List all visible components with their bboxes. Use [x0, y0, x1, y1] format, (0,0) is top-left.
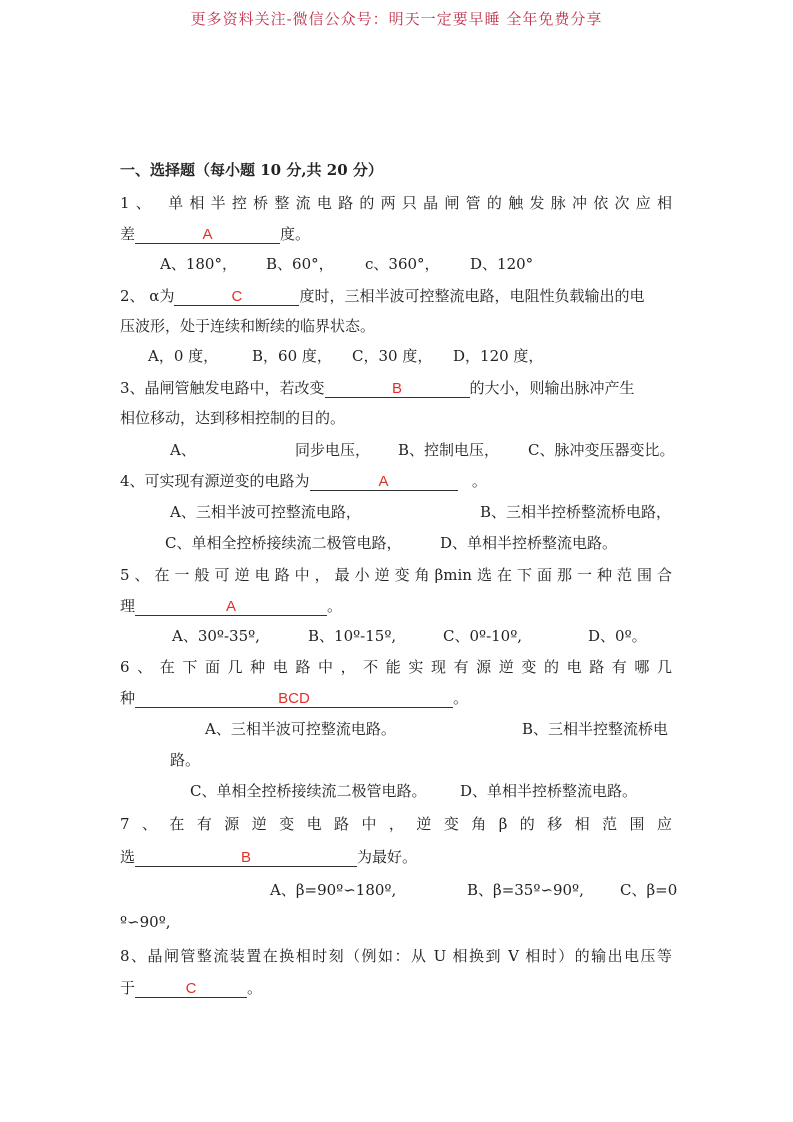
q7-option-b: B、β=35º∽90º, [467, 881, 584, 899]
q6-option-b-cont: 路。 [170, 751, 201, 769]
q6-option-a: A、三相半波可控整流电路。 [205, 720, 396, 738]
q1-option-d: D、120° [470, 255, 534, 273]
q2-line1: 2、 α为 C 度时，三相半波可控整流电路，电阻性负载输出的电 [120, 287, 645, 305]
q1-line2: 差 A 度。 [120, 225, 311, 243]
q4-option-c: C、单相全控桥接续流二极管电路， [165, 534, 402, 552]
q2-option-a: A，0 度， [148, 347, 219, 365]
q2-line2: 压波形，处于连续和断续的临界状态。 [120, 317, 376, 335]
section-title: 一、选择题（每小题 10 分,共 20 分） [120, 161, 383, 179]
q3-option-b: B、控制电压， [398, 441, 500, 459]
q6-answer[interactable]: BCD [135, 690, 453, 708]
q7-option-c: C、β=0 [620, 881, 678, 899]
q7-answer[interactable]: B [135, 849, 357, 867]
q1-option-a: A、180°， [160, 255, 237, 273]
q5-option-c: C、0º-10º, [443, 627, 523, 645]
q6-line2: 种 BCD 。 [120, 689, 469, 707]
q6-option-c: C、单相全控桥接续流二极管电路。 [190, 782, 427, 800]
q4-line1: 4、可实现有源逆变的电路为 A 。 [120, 472, 487, 490]
q4-answer[interactable]: A [310, 473, 458, 491]
watermark-header: 更多资料关注-微信公众号：明天一定要早睡 全年免费分享 [190, 10, 603, 28]
q5-option-a: A、30º-35º, [172, 627, 260, 645]
q5-option-d: D、0º。 [588, 627, 647, 645]
q7-line2: 选 B 为最好。 [120, 848, 418, 866]
q5-answer[interactable]: A [135, 598, 327, 616]
q5-line2: 理 A 。 [120, 597, 343, 615]
q7-line1: 7、在有源逆变电路中，逆变角β的移相范围应 [120, 815, 672, 833]
q3-option-c: C、脉冲变压器变比。 [528, 441, 675, 459]
q8-answer[interactable]: C [135, 980, 247, 998]
q2-answer[interactable]: C [174, 288, 299, 306]
q5-line1: 5、在一般可逆电路中，最小逆变角βmin选在下面那一种范围合 [120, 566, 672, 584]
q3-line2: 相位移动，达到移相控制的目的。 [120, 409, 346, 427]
q3-answer[interactable]: B [325, 380, 470, 398]
q4-option-a: A、三相半波可控整流电路， [170, 503, 361, 521]
q1-option-c: c、360°， [365, 255, 440, 273]
q6-option-b: B、三相半控整流桥电 [522, 720, 669, 738]
q8-line2: 于 C 。 [120, 979, 263, 997]
q3-line1: 3、晶闸管触发电路中，若改变 B 的大小，则输出脉冲产生 [120, 379, 635, 397]
q2-option-c: C，30 度， [352, 347, 433, 365]
q7-option-c-cont: º∽90º, [120, 913, 171, 931]
q1-line1: 1、 单相半控桥整流电路的两只晶闸管的触发脉冲依次应相 [120, 194, 672, 212]
q4-option-d: D、单相半控桥整流电路。 [440, 534, 618, 552]
q2-option-d: D，120 度， [453, 347, 544, 365]
q3-option-a: A、 [170, 441, 196, 459]
q4-option-b: B、三相半控桥整流桥电路， [480, 503, 672, 521]
q5-option-b: B、10º-15º, [308, 627, 397, 645]
q1-answer[interactable]: A [135, 226, 280, 244]
q7-option-a: A、β=90º∽180º, [270, 881, 397, 899]
q6-option-d: D、单相半控桥整流电路。 [460, 782, 638, 800]
q3-option-a-text: 同步电压， [295, 441, 371, 459]
q1-option-b: B、60°， [266, 255, 334, 273]
q8-line1: 8、晶闸管整流装置在换相时刻（例如：从 U 相换到 V 相时）的输出电压等 [120, 947, 672, 965]
q2-option-b: B，60 度， [252, 347, 332, 365]
q6-line1: 6、在下面几种电路中，不能实现有源逆变的电路有哪几 [120, 658, 672, 676]
